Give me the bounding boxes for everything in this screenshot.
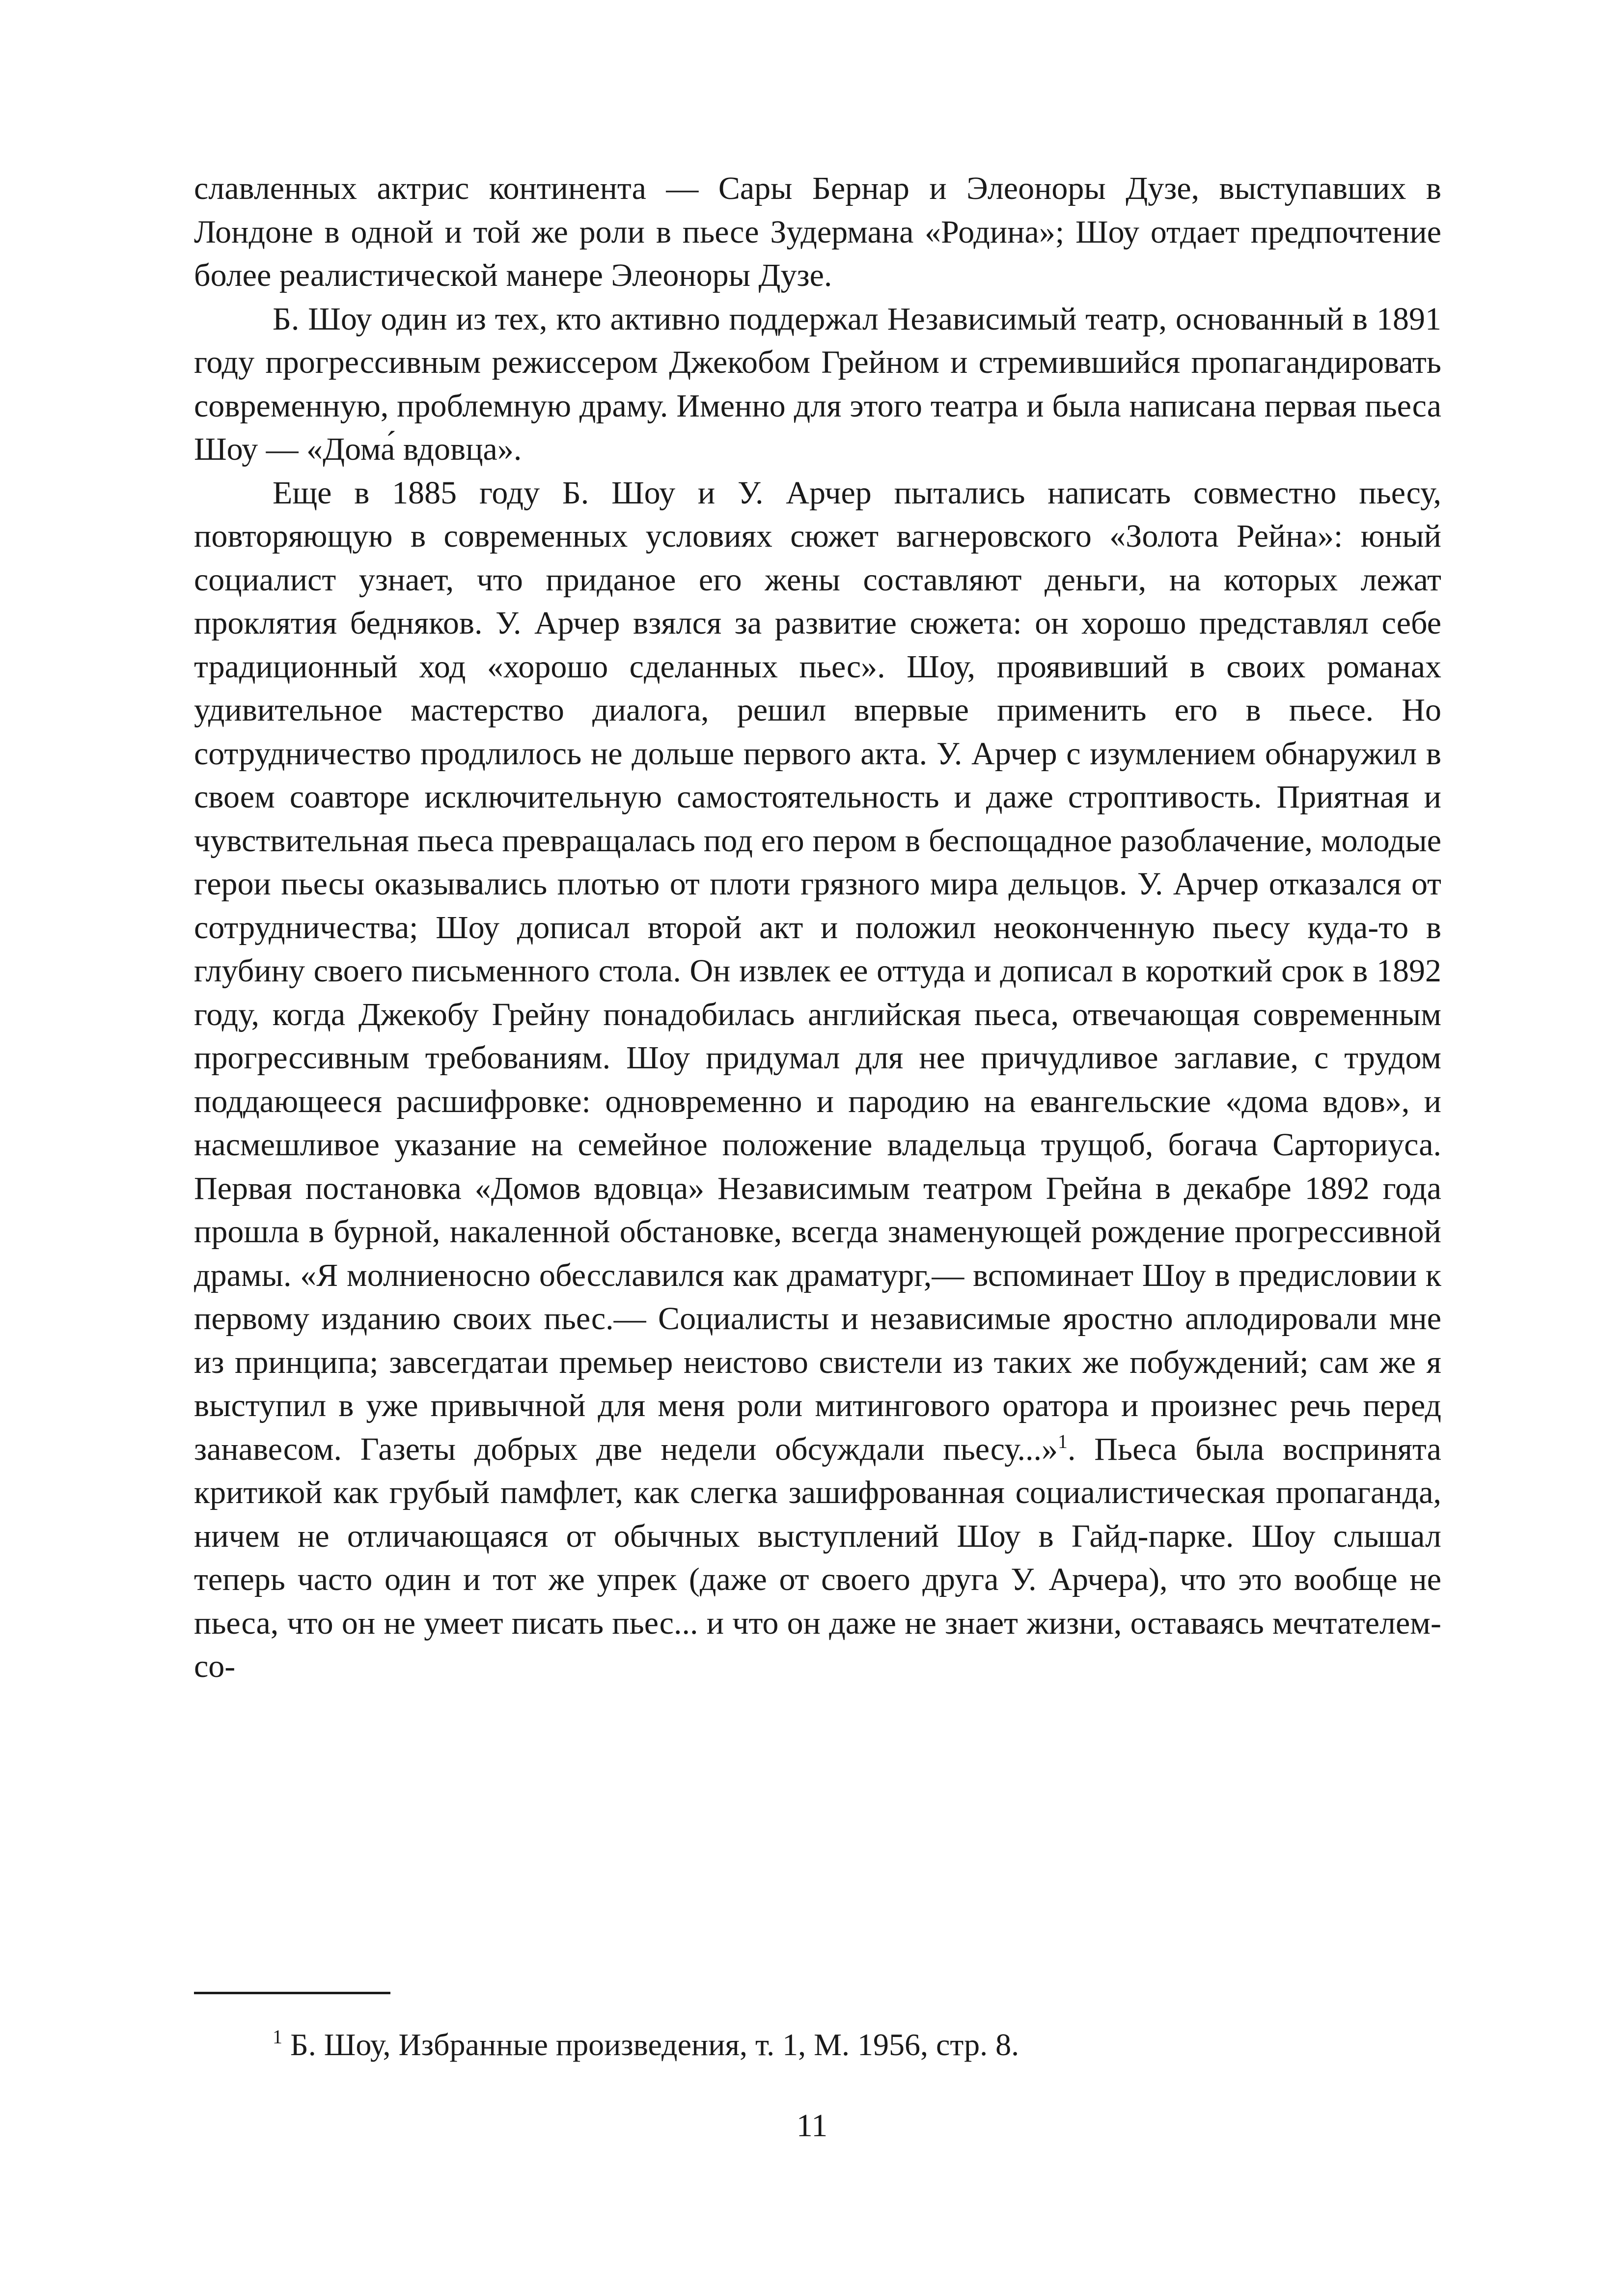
paragraph-1: славленных актрис континента — Сары Бернар и Элеоноры Дузе, выступавших в Лондоне в одной и той же роли в пьесе Зудермана «Родина»; Шоу отдает предпочтение более реалистической манере Элеоноры Дузе. <box>194 170 1441 293</box>
paragraph-3-text-after-note: . Пьеса была воспринята критикой как грубый памфлет, как слегка зашифрованная социалистическая пропаганда, ничем не отличающаяся от обычных выступлений Шоу в Гайд-парке. Шоу слышал теперь часто один и тот же упрек (даже от своего друга У. Арчера), что это вообще не пьеса, что он не умеет писать пьес... и что он даже не знает жизни, оставаясь мечтателем-со- <box>194 1431 1441 1684</box>
footnote-text: Б. Шоу, Избранные произведения, т. 1, М. 1956, стр. 8. <box>282 2027 1019 2062</box>
footnote-mark: 1 <box>273 2026 282 2048</box>
paragraph-3-text-before-note: Еще в 1885 году Б. Шоу и У. Арчер пытались написать совместно пьесу, повторяющую в современных условиях сюжет вагнеровского «Золота Рейна»: юный социалист узнает, что приданое его жены составляют деньги, на которых лежат проклятия бедняков. У. Арчер взялся за развитие сюжета: он хорошо представлял себе традиционный ход «хорошо сделанных пьес». Шоу, проявивший в своих романах удивительное мастерство диалога, решил впервые применить его в пьесе. Но сотрудничество продлилось не дольше первого акта. У. Арчер с изумлением обнаружил в своем соавторе исключительную самостоятельность и даже строптивость. Приятная и чувствительная пьеса превращалась под его пером в беспощадное разоблачение, молодые герои пьесы оказывались плотью от плоти грязного мира дельцов. У. Арчер отказался от сотрудничества; Шоу дописал второй акт и положил неоконченную пьесу куда-то в глубину своего письменного стола. Он извлек ее оттуда и дописал в короткий срок в 1892 году, когда Джекобу Грейну понадобилась английская пьеса, отвечающая современным прогрессивным требованиям. Шоу придумал для нее причудливое заглавие, с трудом поддающееся расшифровке: одновременно и пародию на евангельские «дома вдов», и насмешливое указание на семейное положение владельца трущоб, богача Сарториуса. Первая постановка «Домов вдовца» Независимым театром Грейна в декабре 1892 года прошла в бурной, накаленной обстановке, всегда знаменующей рождение прогрессивной драмы. «Я молниеносно обесславился как драматург,— вспоминает Шоу в предисловии к первому изданию своих пьес.— Социалисты и независимые яростно аплодировали мне из принципа; завсегдатаи премьер неистово свистели из таких же побуждений; сам же я выступил в уже привычной для меня роли митингового оратора и произнес речь перед занавесом. Газеты добрых две недели обсуждали пьесу...» <box>194 474 1441 1467</box>
footnote-reference: 1 <box>1058 1430 1068 1452</box>
paragraph-3 <box>194 472 1441 1689</box>
paragraph-2: Б. Шоу один из тех, кто активно поддержал Независимый театр, основанный в 1891 году прогрессивным режиссером Джекобом Грейном и стремившийся пропагандировать современную, проблемную драму. Именно для этого театра и была написана первая пьеса Шоу — «Дома́ вдовца». <box>194 301 1441 467</box>
footnote-divider <box>194 1992 390 1994</box>
page-number: 11 <box>796 2108 828 2144</box>
footnote <box>273 2024 1441 2066</box>
page-body <box>194 167 1441 1689</box>
